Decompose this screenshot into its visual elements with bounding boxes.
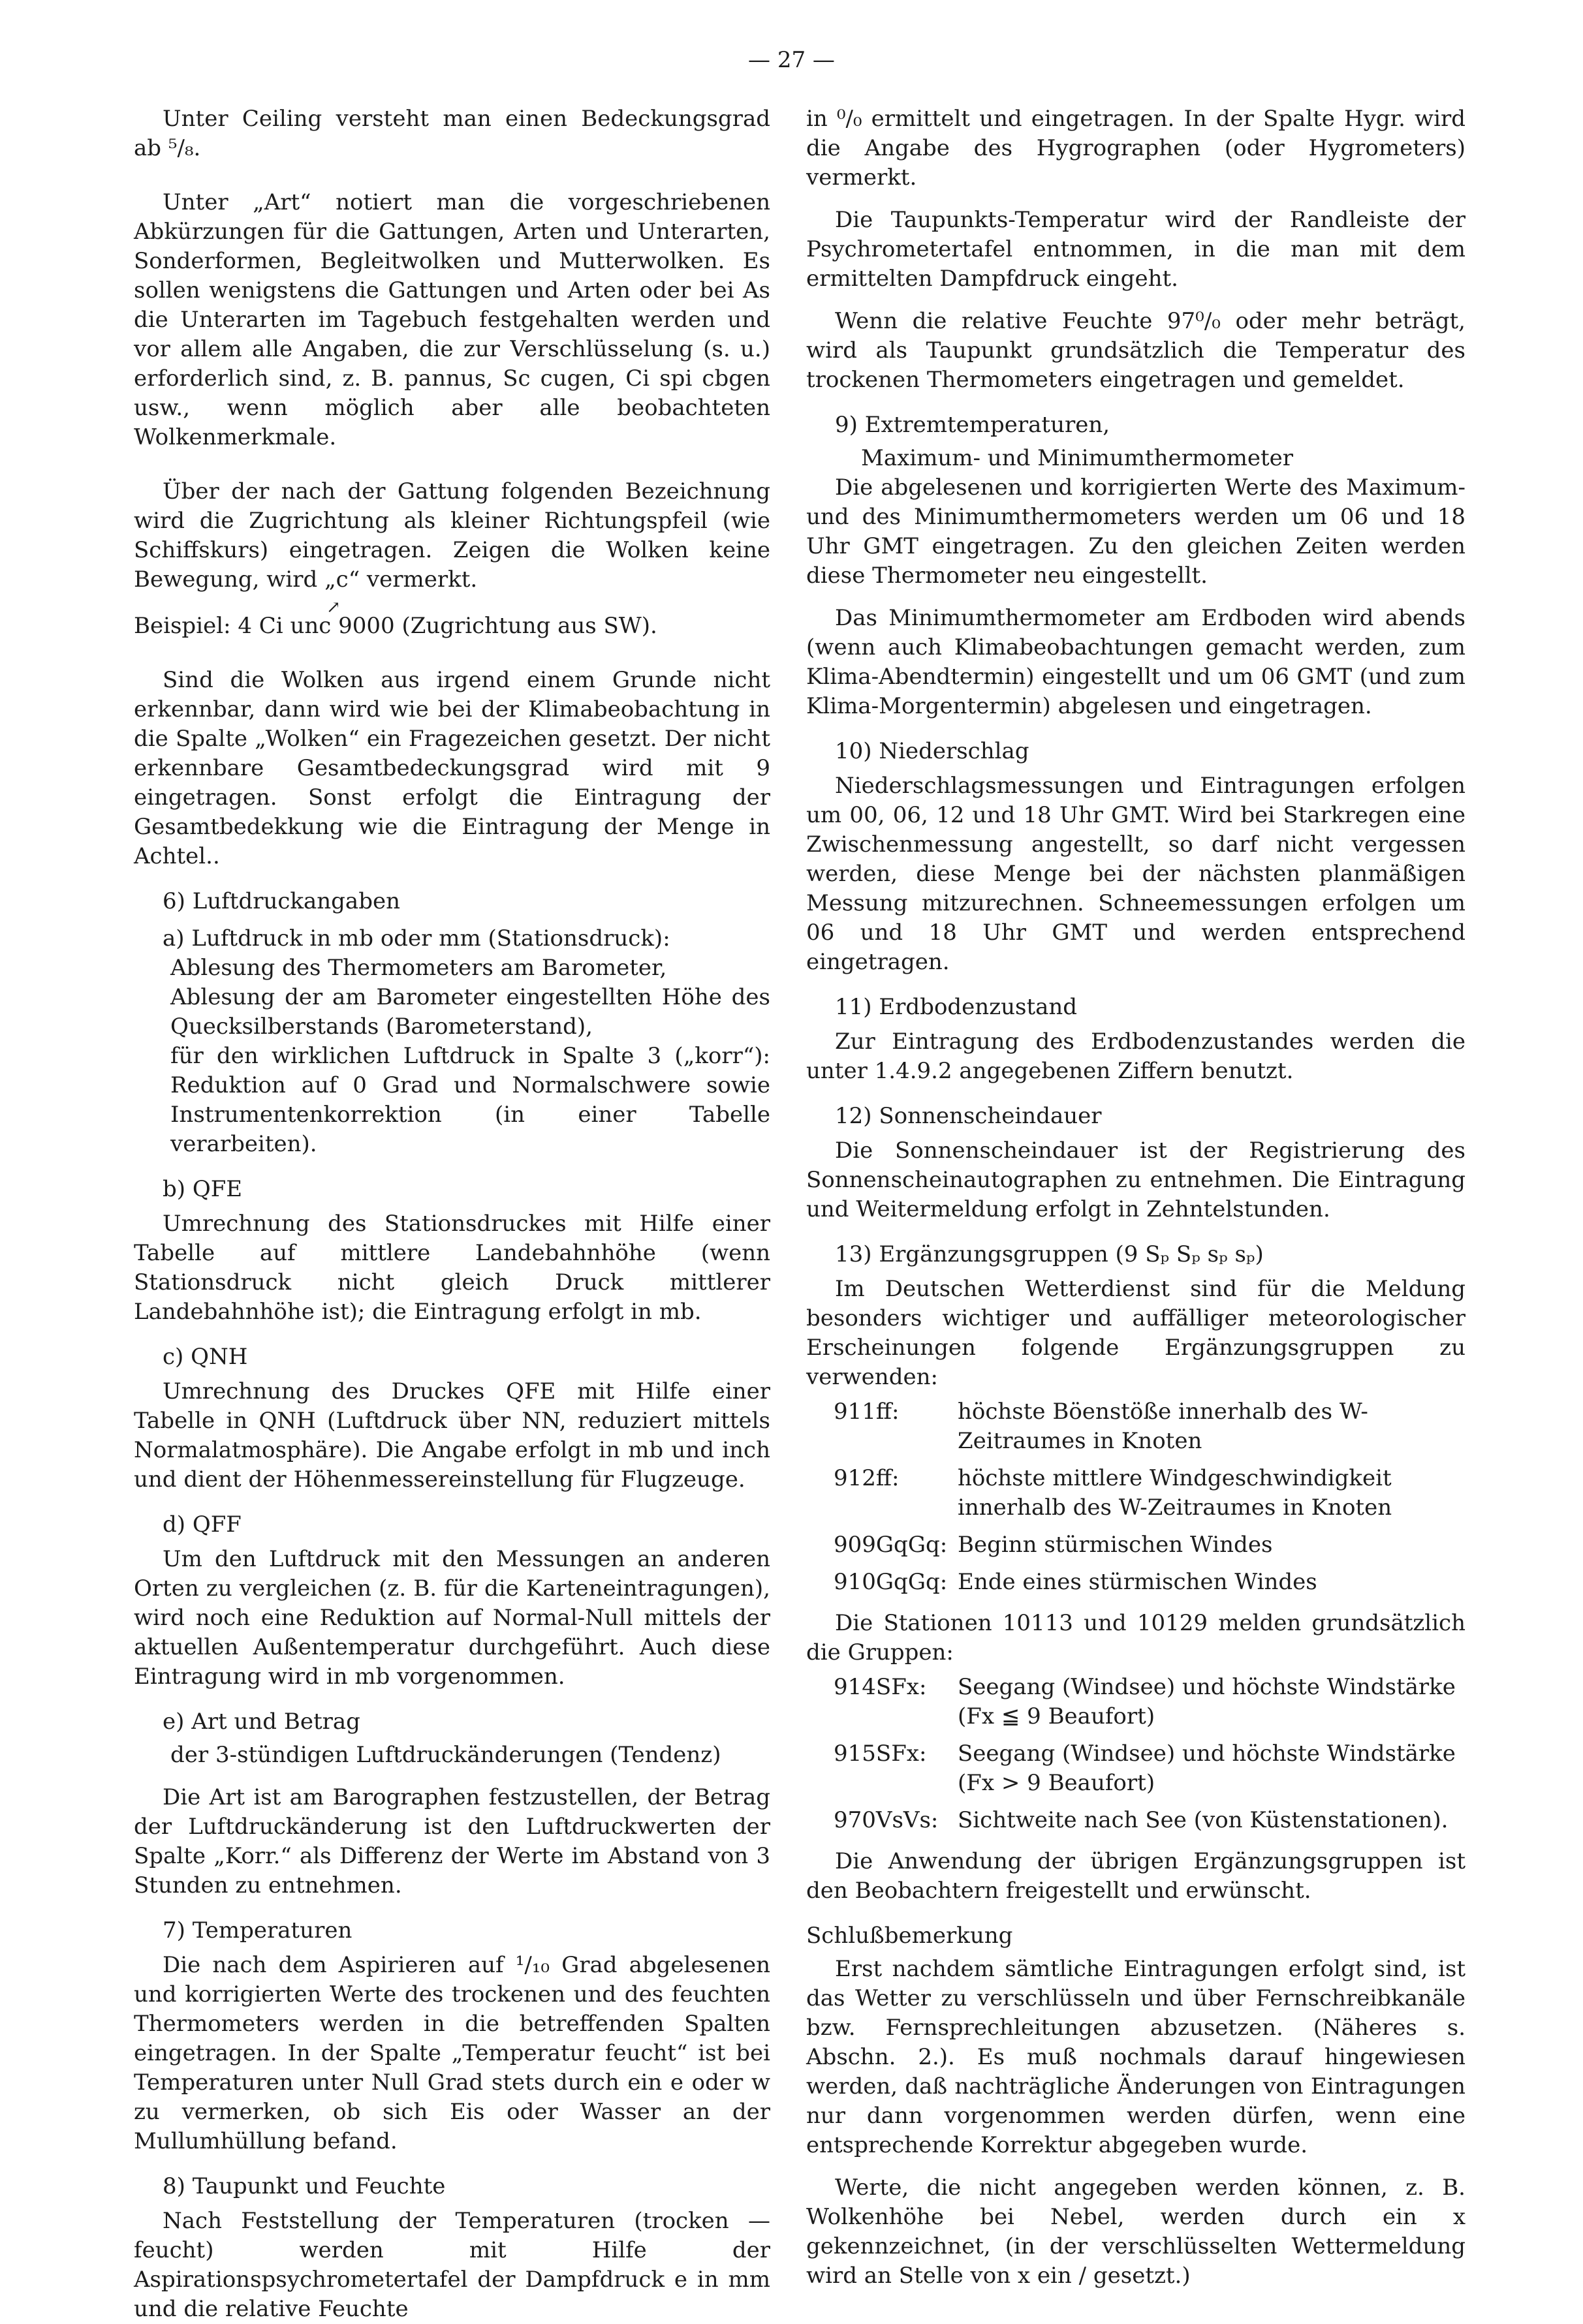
heading-extremtemperaturen-2: Maximum- und Minimumthermometer xyxy=(861,445,1294,471)
list-item: 909GqGq: Beginn stürmischen Windes xyxy=(834,1532,1273,1558)
werte-x-text: Werte, die nicht angegeben werden können, z. B. Wolkenhöhe bei Nebel, werden durch ein x gekennzeichnet, (in der verschlüsselten Wettermeldung wird an Stelle von x ein / gesetzt.) xyxy=(806,2175,1465,2289)
heading-qfe: b) QFE xyxy=(163,1176,243,1202)
extremtemperaturen-text: Die abgelesenen und korrigierten Werte des Maximum- und des Minimumthermometers werden um 06 und 18 Uhr GMT eingetragen. Zu den gleichen Zeiten werden diese Thermometer neu eingestellt. xyxy=(806,474,1465,589)
niederschlag-text: Niederschlagsmessungen und Eintragungen erfolgen um 00, 06, 12 und 18 Uhr GMT. Wird bei Starkregen eine Zwischenmessung angestellt, so darf nicht vergessen werden, diese Menge bei der nächsten planmäßigen Messung mitzurechnen. Schneemessungen erfolgen um 06 und 18 Uhr GMT und werden entsprechend eingetragen. xyxy=(806,773,1465,975)
heading-stationsdruck: a) Luftdruck in mb oder mm (Stationsdruck): xyxy=(163,925,670,952)
heading-extremtemperaturen: 9) Extremtemperaturen, xyxy=(835,412,1110,438)
stationen-text: Die Stationen 10113 und 10129 melden grundsätzlich die Gruppen: xyxy=(806,1610,1465,1666)
paragraph-ceiling: Unter Ceiling versteht man einen Bedeckungsgrad ab ⁵/₈. xyxy=(134,106,770,161)
direction-arrow-icon: ↗ xyxy=(326,598,341,617)
heading-schlussbemerkung: Schlußbemerkung xyxy=(806,1923,1013,1949)
paragraph-art: Unter „Art“ notiert man die vorgeschriebenen Abkürzungen für die Gattungen, Arten und Unterarten, Sonderformen, Begleitwolken und Mutterwolken. Es sollen wenigstens die Gattungen und Arten oder bei As die Unterarten im Tagebuch festgehalten werden und vor allem alle Angaben, die zur Verschlüsselung (s. u.) erforderlich sind, z. B. pannus, Sc cugen, Ci spi cbgen usw., wenn möglich aber alle beobachteten Wolkenmerkmale. xyxy=(134,189,770,450)
ergaenzungsgruppen-text: Im Deutschen Wetterdienst sind für die Meldung besonders wichtiger und auffälliger meteorologischer Erscheinungen folgende Ergänzungsgruppen zu verwenden: xyxy=(806,1276,1465,1390)
heading-qnh: c) QNH xyxy=(163,1344,248,1370)
taupunkt-text: Nach Feststellung der Temperaturen (trocken — feucht) werden mit Hilfe der Aspirationspsychrometertafel der Dampfdruck e in mm und die relative Feuchte xyxy=(134,2208,770,2322)
example-text: Beispiel: 4 Ci unc 9000 (Zugrichtung aus SW). xyxy=(134,613,657,639)
paragraph-taupunkt-temp: Die Taupunkts-Temperatur wird der Randleiste der Psychrometertafel entnommen, in die man mit dem ermittelten Dampfdruck eingeht. xyxy=(806,207,1465,292)
example-block xyxy=(134,598,770,641)
stationsdruck-line-1: Ablesung des Thermometers am Barometer, xyxy=(170,955,667,981)
paragraph-unknown-clouds: Sind die Wolken aus irgend einem Grunde nicht erkennbar, dann wird wie bei der Klimabeobachtung in die Spalte „Wolken“ ein Fragezeichen gesetzt. Der nicht erkennbare Gesamtbedeckungsgrad wird mit 9 eingetragen. Sonst erfolgt die Eintragung der Gesamtbedekkung wie die Eintragung der Menge in Achtel.. xyxy=(134,667,770,869)
page-number: — 27 — xyxy=(748,47,835,73)
group-list-1 xyxy=(806,1397,1465,1605)
qff-text: Um den Luftdruck mit den Messungen an anderen Orten zu vergleichen (z. B. für die Karteneintragungen), wird noch eine Reduktion auf Normal-Null mittels der aktuellen Außentemperatur durchgeführt. Auch diese Eintragung wird in mb vorgenommen. xyxy=(134,1546,770,1690)
tendenz-text: Die Art ist am Barographen festzustellen, der Betrag der Luftdruckänderung ist den Luftdruckwerten der Spalte „Korr.“ als Differenz der Werte im Abstand von 3 Stunden zu entnehmen. xyxy=(134,1784,770,1898)
schlussbemerkung-text: Erst nachdem sämtliche Eintragungen erfolgt sind, ist das Wetter zu verschlüsseln und über Fernschreibkanäle bzw. Fernsprechleitungen abzusetzen. (Näheres s. Abschn. 2.). Es muß nochmals darauf hingewiesen werden, daß nachträgliche Änderungen von Eintragungen nur dann vorgenommen werden dürfen, wenn eine entsprechende Korrektur abgegeben wurde. xyxy=(806,1956,1465,2158)
paragraph-feuchte-cont: in ⁰/₀ ermittelt und eingetragen. In der Spalte Hygr. wird die Angabe des Hygrographen (oder Hygrometers) vermerkt. xyxy=(806,106,1465,191)
group-list-2 xyxy=(806,1673,1465,1843)
heading-qff: d) QFF xyxy=(163,1511,242,1538)
heading-tendenz: e) Art und Betrag xyxy=(163,1709,360,1735)
left-column xyxy=(134,104,770,2324)
sonnenscheindauer-text: Die Sonnenscheindauer ist der Registrierung des Sonnenscheinautographen zu entnehmen. Die Eintragung und Weitermeldung erfolgt in Zehntelstunden. xyxy=(806,1138,1465,1222)
list-item: 911ff: höchste Böenstöße innerhalb des W-Zeitraumes in Knoten xyxy=(834,1399,1368,1454)
paragraph-relative-feuchte: Wenn die relative Feuchte 97⁰/₀ oder mehr beträgt, wird als Taupunkt grundsätzlich die Temperatur des trockenen Thermometers eingetragen und gemeldet. xyxy=(806,308,1465,393)
temperaturen-text: Die nach dem Aspirieren auf ¹/₁₀ Grad abgelesenen und korrigierten Werte des trockenen und des feuchten Thermometers werden in die betreffenden Spalten eingetragen. In der Spalte „Temperatur feucht“ ist bei Temperaturen unter Null Grad stets durch ein e oder w zu vermerken, ob sich Eis oder Wasser an der Mullumhüllung befand. xyxy=(134,1952,770,2154)
heading-ergaenzungsgruppen: 13) Ergänzungsgruppen (9 Sₚ Sₚ sₚ sₚ) xyxy=(835,1241,1264,1267)
stationsdruck-line-3: für den wirklichen Luftdruck in Spalte 3 („korr“): Reduktion auf 0 Grad und Normalschwere sowie Instrumentenkorrektion (in einer Tabelle verarbeiten). xyxy=(170,1043,770,1157)
paragraph-zugrichtung: Über der nach der Gattung folgenden Bezeichnung wird die Zugrichtung als kleiner Richtungspfeil (wie Schiffskurs) eingetragen. Zeigen die Wolken keine Bewegung, wird „c“ vermerkt. xyxy=(134,478,770,593)
heading-erdbodenzustand: 11) Erdbodenzustand xyxy=(835,994,1078,1020)
anwendung-text: Die Anwendung der übrigen Ergänzungsgruppen ist den Beobachtern freigestellt und erwünscht. xyxy=(806,1848,1465,1904)
heading-luftdruck: 6) Luftdruckangaben xyxy=(163,888,400,914)
qnh-text: Umrechnung des Druckes QFE mit Hilfe einer Tabelle in QNH (Luftdruck über NN, reduziert mittels Normalatmosphäre). Die Angabe erfolgt in mb und inch und dient der Höhenmessereinstellung für Flugzeuge. xyxy=(134,1378,770,1493)
list-item: 914SFx: Seegang (Windsee) und höchste Windstärke (Fx ≦ 9 Beaufort) xyxy=(834,1674,1456,1729)
right-column xyxy=(806,104,1465,2291)
heading-taupunkt: 8) Taupunkt und Feuchte xyxy=(163,2173,446,2199)
minimumthermometer-text: Das Minimumthermometer am Erdboden wird abends (wenn auch Klimabeobachtungen gemacht werden, zum Klima-Abendtermin) eingestellt und um 06 GMT (und zum Klima-Morgentermin) abgelesen und eingetragen. xyxy=(806,605,1465,719)
heading-niederschlag: 10) Niederschlag xyxy=(835,738,1029,764)
heading-sonnenscheindauer: 12) Sonnenscheindauer xyxy=(835,1103,1102,1129)
stationsdruck-line-2: Ablesung der am Barometer eingestellten Höhe des Quecksilberstands (Barometerstand), xyxy=(170,984,770,1040)
list-item: 912ff: höchste mittlere Windgeschwindigkeit innerhalb des W-Zeitraumes in Knoten xyxy=(834,1465,1392,1521)
list-item: 970VsVs: Sichtweite nach See (von Küstenstationen). xyxy=(834,1807,1449,1833)
list-item: 910GqGq: Ende eines stürmischen Windes xyxy=(834,1569,1317,1595)
heading-tendenz-2: der 3-stündigen Luftdruckänderungen (Tendenz) xyxy=(170,1742,721,1768)
erdbodenzustand-text: Zur Eintragung des Erdbodenzustandes werden die unter 1.4.9.2 angegebenen Ziffern benutzt. xyxy=(806,1029,1465,1084)
qfe-text: Umrechnung des Stationsdruckes mit Hilfe einer Tabelle auf mittlere Landebahnhöhe (wenn Stationsdruck nicht gleich Druck mittlerer Landebahnhöhe ist); die Eintragung erfolgt in mb. xyxy=(134,1211,770,1325)
heading-temperaturen: 7) Temperaturen xyxy=(163,1917,353,1944)
list-item: 915SFx: Seegang (Windsee) und höchste Windstärke (Fx > 9 Beaufort) xyxy=(834,1741,1456,1796)
